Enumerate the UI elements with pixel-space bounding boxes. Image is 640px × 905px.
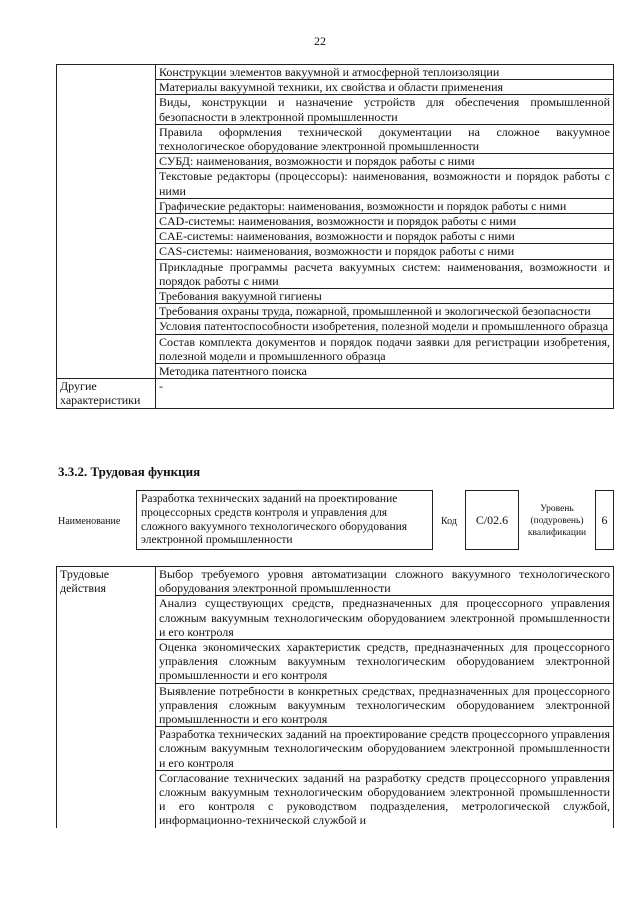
knowledge-item: Прикладные программы расчета вакуумных систем: наименования, возможности и порядок работы с ними bbox=[156, 259, 614, 288]
code-value: C/02.6 bbox=[475, 512, 509, 527]
knowledge-item: Условия патентоспособности изобретения, полезной модели и промышленного образца bbox=[156, 319, 614, 334]
name-label: Наименование bbox=[58, 516, 121, 527]
knowledge-table bbox=[56, 64, 614, 409]
labor-action-item: Выявление потребности в конкретных средствах, предназначенных для процессорного управления сложным вакуумным технологическим оборудованием электронной промышленности и его контроля bbox=[156, 683, 614, 727]
knowledge-item: CAS-системы: наименования, возможности и порядок работы с ними bbox=[156, 244, 614, 259]
labor-action-item: Анализ существующих средств, предназначенных для процессорного управления сложным вакуумным технологическим оборудованием электронной промышленности и его контроля bbox=[156, 596, 614, 640]
knowledge-item: Виды, конструкции и назначение устройств для обеспечения промышленной безопасности в электронной промышленности bbox=[156, 95, 614, 124]
qualification-level-value: 6 bbox=[601, 512, 608, 527]
section-heading: 3.3.2. Трудовая функция bbox=[58, 464, 201, 479]
row-label-empty bbox=[57, 65, 156, 379]
code-box bbox=[465, 490, 519, 550]
knowledge-item: Требования вакуумной гигиены bbox=[156, 289, 614, 304]
labor-action-item: Выбор требуемого уровня автоматизации сложного вакуумного технологического оборудования электронной промышленности bbox=[156, 567, 614, 596]
knowledge-item: Требования охраны труда, пожарной, промышленной и экологической безопасности bbox=[156, 304, 614, 319]
knowledge-item: Методика патентного поиска bbox=[156, 364, 614, 379]
knowledge-item: Конструкции элементов вакуумной и атмосферной теплоизоляции bbox=[156, 65, 614, 80]
labor-action-item: Разработка технических заданий на проектирование средств процессорного управления сложным вакуумным технологическим оборудованием электронной промышленности и его контроля bbox=[156, 727, 614, 771]
qualification-level-label: Уровень (подуровень) квалификации bbox=[527, 504, 587, 538]
function-name-box: Разработка технических заданий на проектирование процессорных средств контроля и управления для сложного вакуумного технологического оборудования электронной промышленности bbox=[136, 490, 433, 550]
labor-actions-label: Трудовые действия bbox=[57, 567, 156, 828]
labor-action-item: Согласование технических заданий на разработку средств процессорного управления сложным вакуумным технологическим оборудованием электронной промышленности и его контроля с руководством подразделения, метрологической службой, информационно-технической службой и bbox=[156, 770, 614, 827]
knowledge-item: Текстовые редакторы (процессоры): наименования, возможности и порядок работы с ними bbox=[156, 169, 614, 198]
labor-action-item: Оценка экономических характеристик средств, предназначенных для процессорного управления сложным вакуумным технологическим оборудованием электронной промышленности и его контроля bbox=[156, 640, 614, 684]
table-row bbox=[57, 567, 614, 596]
page-number: 22 bbox=[314, 34, 326, 48]
qualification-level-box bbox=[595, 490, 614, 550]
code-label: Код bbox=[441, 516, 457, 527]
other-characteristics-label: Другие характеристики bbox=[57, 379, 156, 408]
labor-actions-table bbox=[56, 566, 614, 828]
table-row bbox=[57, 65, 614, 80]
knowledge-item: Материалы вакуумной техники, их свойства и области применения bbox=[156, 80, 614, 95]
knowledge-item: Правила оформления технической документации на сложное вакуумное технологическое оборудование электронной промышленности bbox=[156, 124, 614, 153]
knowledge-item: CAD-системы: наименования, возможности и порядок работы с ними bbox=[156, 214, 614, 229]
table-row bbox=[57, 379, 614, 408]
knowledge-item: CAE-системы: наименования, возможности и порядок работы с ними bbox=[156, 229, 614, 244]
knowledge-item: Состав комплекта документов и порядок подачи заявки для регистрации изобретения, полезной модели и промышленного образца bbox=[156, 334, 614, 363]
knowledge-item: Графические редакторы: наименования, возможности и порядок работы с ними bbox=[156, 198, 614, 213]
other-characteristics-value: - bbox=[156, 379, 614, 408]
knowledge-item: СУБД: наименования, возможности и порядок работы с ними bbox=[156, 154, 614, 169]
